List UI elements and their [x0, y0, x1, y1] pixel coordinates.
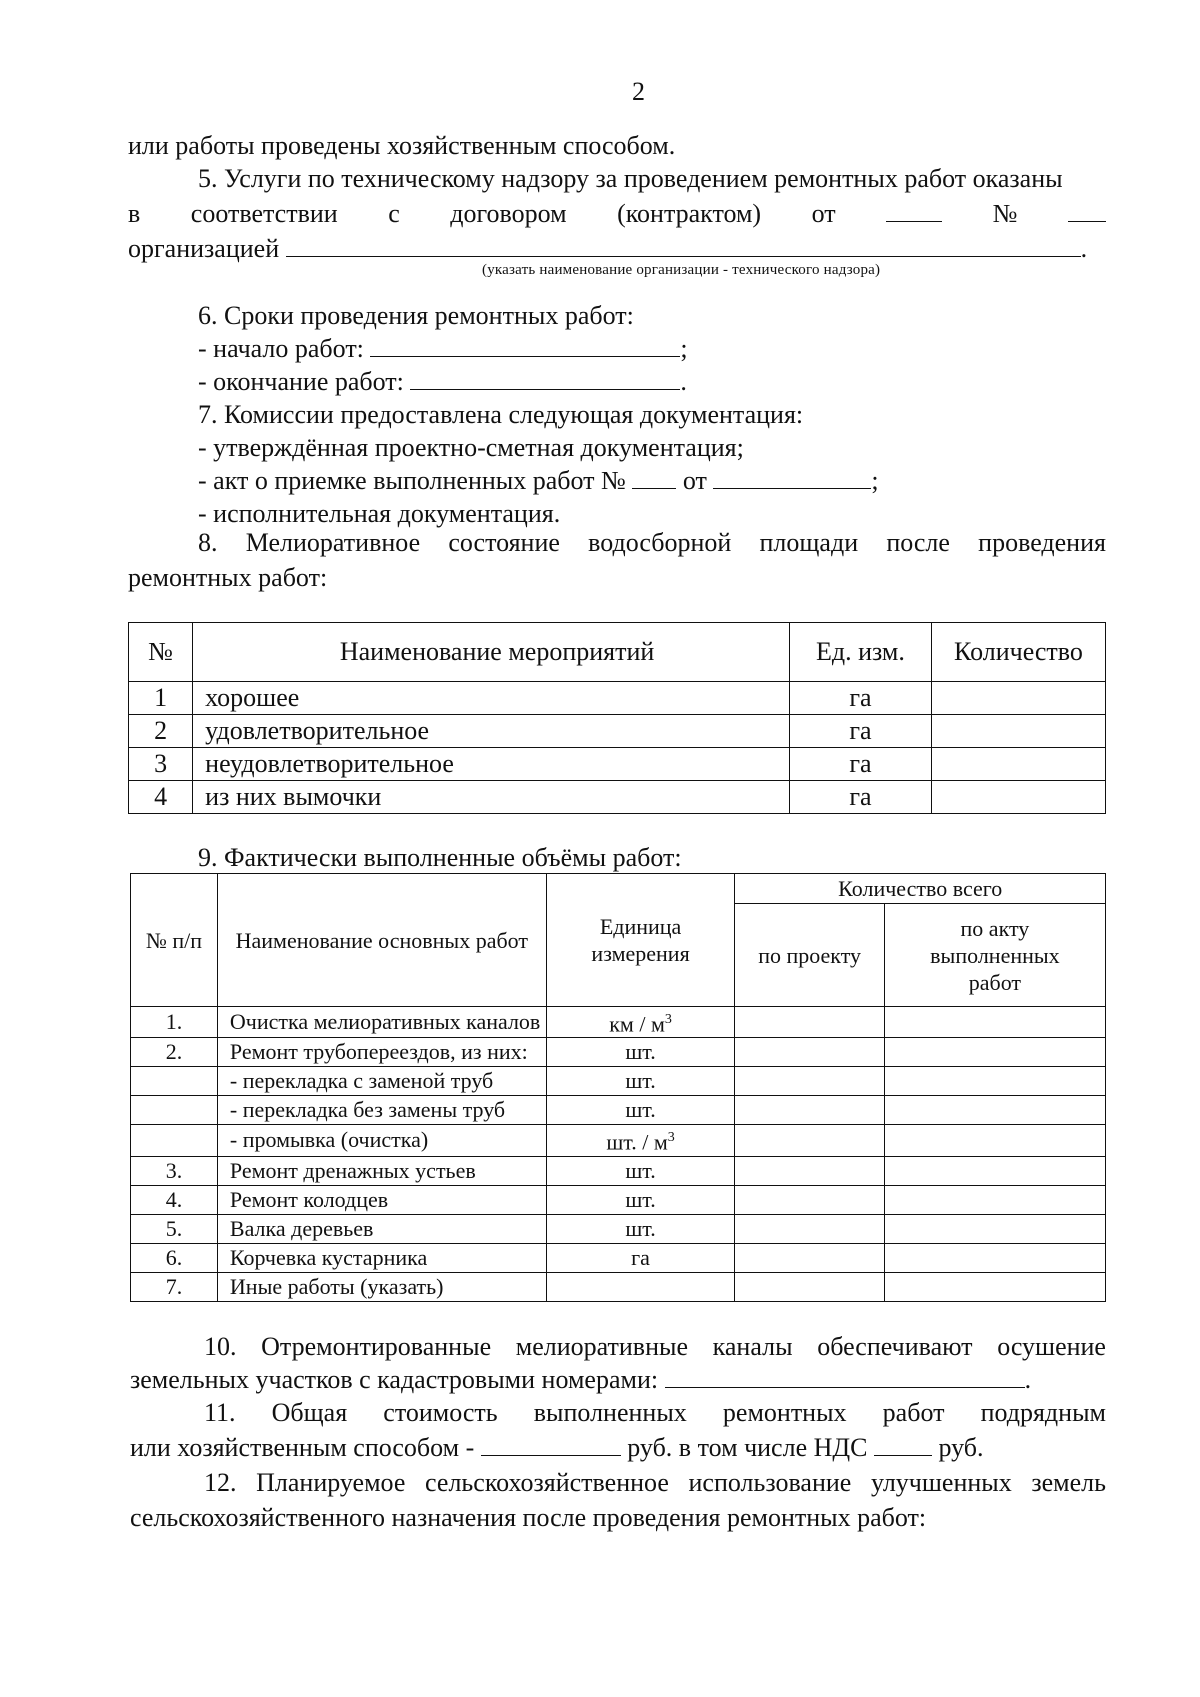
row-act-cell[interactable] [884, 1007, 1105, 1038]
word: использование [688, 1468, 852, 1497]
unit-text: га [631, 1244, 650, 1270]
row-unit: га [789, 748, 931, 781]
word: Общая [271, 1398, 348, 1427]
row-project-cell[interactable] [735, 1185, 884, 1214]
row-work-name: Иные работы (указать) [217, 1272, 546, 1301]
row-name: хорошее [193, 682, 790, 715]
row-project-cell[interactable] [735, 1067, 884, 1096]
row-quantity-cell[interactable] [931, 748, 1105, 781]
row-unit [546, 1007, 735, 1038]
row-name: из них вымочки [193, 781, 790, 814]
word: (контрактом) [617, 199, 762, 228]
unit-superscript: 3 [667, 1130, 675, 1146]
section-9-title: 9. Фактически выполненные объёмы работ: [198, 843, 682, 872]
row-act-cell[interactable] [884, 1272, 1105, 1301]
word: обеспечивают [817, 1332, 973, 1361]
table-row [131, 1214, 1106, 1243]
row-work-name: Ремонт колодцев [217, 1185, 546, 1214]
col-name-header: Наименование мероприятий [193, 623, 790, 682]
word: после [886, 528, 950, 557]
col-total-header: Количество всего [735, 874, 1106, 904]
word: работ [882, 1398, 945, 1427]
row-project-cell[interactable] [735, 1156, 884, 1185]
unit-superscript: 3 [664, 1012, 672, 1027]
row-number: 2. [131, 1038, 218, 1067]
word: соответствии [190, 199, 338, 228]
work-volumes-table [130, 873, 1106, 1302]
table-row [129, 748, 1106, 781]
organization-blank[interactable] [286, 234, 1081, 257]
act-date-blank[interactable] [713, 466, 871, 489]
vat-label: руб. в том числе НДС [627, 1433, 868, 1462]
table-row [129, 781, 1106, 814]
table-row [131, 1007, 1106, 1038]
act-number-blank[interactable] [632, 466, 676, 489]
table-row [129, 715, 1106, 748]
melioration-state-table [128, 622, 1106, 814]
word: с [388, 199, 400, 228]
row-unit: га [789, 781, 931, 814]
row-unit: га [789, 682, 931, 715]
row-unit [546, 1185, 735, 1214]
continuation-line: или работы проведены хозяйственным способом. [128, 131, 676, 160]
table-row [131, 1096, 1106, 1125]
table-row [131, 1156, 1106, 1185]
word: 8. [198, 528, 218, 557]
row-act-cell[interactable] [884, 1156, 1105, 1185]
row-name: удовлетворительное [193, 715, 790, 748]
word: площади [759, 528, 859, 557]
row-act-cell[interactable] [884, 1214, 1105, 1243]
act-label: - акт о приемке выполненных работ № [198, 466, 626, 495]
row-project-cell[interactable] [735, 1214, 884, 1243]
row-act-cell[interactable] [884, 1125, 1105, 1156]
row-act-cell[interactable] [884, 1038, 1105, 1067]
unit-text: шт. [625, 1097, 656, 1123]
col-project-header: по проекту [735, 904, 884, 1007]
word: земель [1031, 1468, 1106, 1497]
row-project-cell[interactable] [735, 1272, 884, 1301]
work-start-blank[interactable] [370, 334, 680, 357]
work-start-line [198, 333, 688, 365]
section-5-line-3 [128, 233, 1087, 265]
table-row [131, 1243, 1106, 1272]
section-7-title: 7. Комиссии предоставлена следующая документация: [198, 400, 804, 429]
cost-label: или хозяйственным способом - [130, 1433, 475, 1462]
unit-text: шт. [625, 1186, 656, 1212]
period: . [680, 367, 687, 396]
contract-date-blank[interactable] [886, 199, 942, 222]
currency-label: руб. [938, 1433, 984, 1462]
row-work-name: Валка деревьев [217, 1214, 546, 1243]
word: мелиоративные [515, 1332, 688, 1361]
cadastral-numbers-blank[interactable] [665, 1365, 1025, 1388]
section-10-line-1 [204, 1331, 1106, 1363]
organization-hint: (указать наименование организации - технического надзора) [482, 262, 881, 278]
page-number: 2 [632, 77, 645, 106]
row-act-cell[interactable] [884, 1185, 1105, 1214]
unit-text: шт. [625, 1157, 656, 1183]
row-number [131, 1096, 218, 1125]
row-number: 5. [131, 1214, 218, 1243]
semicolon: ; [680, 334, 688, 363]
section-11-line-2 [130, 1432, 984, 1464]
word: Отремонтированные [261, 1332, 492, 1361]
word: подрядным [980, 1398, 1106, 1427]
row-unit: га [789, 715, 931, 748]
col-quantity-header: Количество [931, 623, 1105, 682]
section-8-line-1 [198, 527, 1106, 559]
word: Мелиоративное [245, 528, 421, 557]
semicolon: ; [871, 466, 879, 495]
word: выполненных [533, 1398, 687, 1427]
word: каналы [712, 1332, 793, 1361]
word: стоимость [383, 1398, 498, 1427]
row-unit [546, 1156, 735, 1185]
row-number: 1 [129, 682, 193, 715]
work-finish-line [198, 366, 687, 398]
doc-item-1: - утверждённая проектно-сметная документация; [198, 433, 744, 462]
row-work-name: Ремонт дренажных устьев [217, 1156, 546, 1185]
col-unit-header: Единица измерения [546, 874, 735, 1007]
row-project-cell[interactable] [735, 1243, 884, 1272]
row-number: 4 [129, 781, 193, 814]
section-5-line-1: 5. Услуги по техническому надзору за проведением ремонтных работ оказаны [198, 164, 1063, 193]
row-number: 4. [131, 1185, 218, 1214]
row-work-name: Ремонт трубопереездов, из них: [217, 1038, 546, 1067]
section-5-line-2 [128, 198, 1106, 230]
row-number [131, 1125, 218, 1156]
word: сельскохозяйственное [425, 1468, 669, 1497]
row-act-cell[interactable] [884, 1243, 1105, 1272]
row-work-name: - промывка (очистка) [217, 1125, 546, 1156]
row-project-cell[interactable] [735, 1007, 884, 1038]
col-number-header: № [129, 623, 193, 682]
period: . [1080, 234, 1088, 263]
row-unit [546, 1038, 735, 1067]
row-name: неудовлетворительное [193, 748, 790, 781]
row-unit [546, 1096, 735, 1125]
number-sign: № [992, 199, 1018, 228]
row-unit [546, 1243, 735, 1272]
unit-text: км / м [609, 1011, 665, 1037]
unit-text: шт. [625, 1068, 656, 1094]
table-row [129, 682, 1106, 715]
section-10-line-2 [130, 1364, 1031, 1396]
table-header-row [129, 623, 1106, 682]
word: состояние [448, 528, 560, 557]
table-row [131, 1067, 1106, 1096]
total-cost-blank[interactable] [481, 1433, 621, 1456]
table-row [131, 1272, 1106, 1301]
doc-item-2 [198, 465, 879, 497]
row-project-cell[interactable] [735, 1125, 884, 1156]
period: . [1024, 1365, 1032, 1394]
word: осушение [997, 1332, 1106, 1361]
word: 10. [204, 1332, 237, 1361]
row-number: 2 [129, 715, 193, 748]
word: в [128, 199, 141, 228]
word: ремонтных [722, 1398, 847, 1427]
row-unit[interactable] [546, 1272, 735, 1301]
col-number-header: № п/п [131, 874, 218, 1007]
vat-amount-blank[interactable] [874, 1433, 932, 1456]
row-number: 7. [131, 1272, 218, 1301]
section-6-title: 6. Сроки проведения ремонтных работ: [198, 301, 634, 330]
word: договором [450, 199, 567, 228]
row-number: 3 [129, 748, 193, 781]
word: улучшенных [870, 1468, 1012, 1497]
word: от [811, 199, 836, 228]
row-unit [546, 1067, 735, 1096]
row-quantity-cell[interactable] [931, 781, 1105, 814]
row-work-name: - перекладка с заменой труб [217, 1067, 546, 1096]
section-8-line-2: ремонтных работ: [128, 563, 328, 592]
word: 11. [204, 1398, 236, 1427]
row-quantity-cell[interactable] [931, 682, 1105, 715]
row-act-cell[interactable] [884, 1096, 1105, 1125]
row-quantity-cell[interactable] [931, 715, 1105, 748]
row-work-name: Очистка мелиоративных каналов [217, 1007, 546, 1038]
work-finish-label: - окончание работ: [198, 367, 404, 396]
word: 12. [204, 1468, 237, 1497]
unit-text: шт. [625, 1039, 656, 1065]
row-work-name: Корчевка кустарника [217, 1243, 546, 1272]
row-unit [546, 1214, 735, 1243]
word: проведения [978, 528, 1106, 557]
section-12-line-2: сельскохозяйственного назначения после проведения ремонтных работ: [130, 1503, 927, 1532]
row-act-cell[interactable] [884, 1067, 1105, 1096]
table-row [131, 1038, 1106, 1067]
table-row [131, 1185, 1106, 1214]
act-from-label: от [682, 466, 707, 495]
table-row [131, 1125, 1106, 1156]
row-number: 3. [131, 1156, 218, 1185]
org-label: организацией [128, 234, 280, 263]
row-project-cell[interactable] [735, 1038, 884, 1067]
col-act-header: по акту выполненных работ [884, 904, 1105, 1007]
work-start-label: - начало работ: [198, 334, 364, 363]
row-project-cell[interactable] [735, 1096, 884, 1125]
row-unit [546, 1125, 735, 1156]
contract-number-blank[interactable] [1068, 199, 1106, 222]
unit-text: шт. [625, 1215, 656, 1241]
col-work-name-header: Наименование основных работ [217, 874, 546, 1007]
doc-item-3: - исполнительная документация. [198, 499, 561, 528]
col-unit-header: Ед. изм. [789, 623, 931, 682]
section-11-line-1 [204, 1397, 1106, 1429]
cadastral-label: земельных участков с кадастровыми номерами: [130, 1365, 659, 1394]
section-12-line-1 [204, 1467, 1106, 1499]
work-finish-blank[interactable] [410, 367, 680, 390]
row-number [131, 1067, 218, 1096]
row-number: 6. [131, 1243, 218, 1272]
word: Планируемое [256, 1468, 406, 1497]
row-work-name: - перекладка без замены труб [217, 1096, 546, 1125]
table-header-row [131, 874, 1106, 904]
row-number: 1. [131, 1007, 218, 1038]
unit-text: шт. / м [606, 1129, 668, 1155]
word: водосборной [588, 528, 732, 557]
